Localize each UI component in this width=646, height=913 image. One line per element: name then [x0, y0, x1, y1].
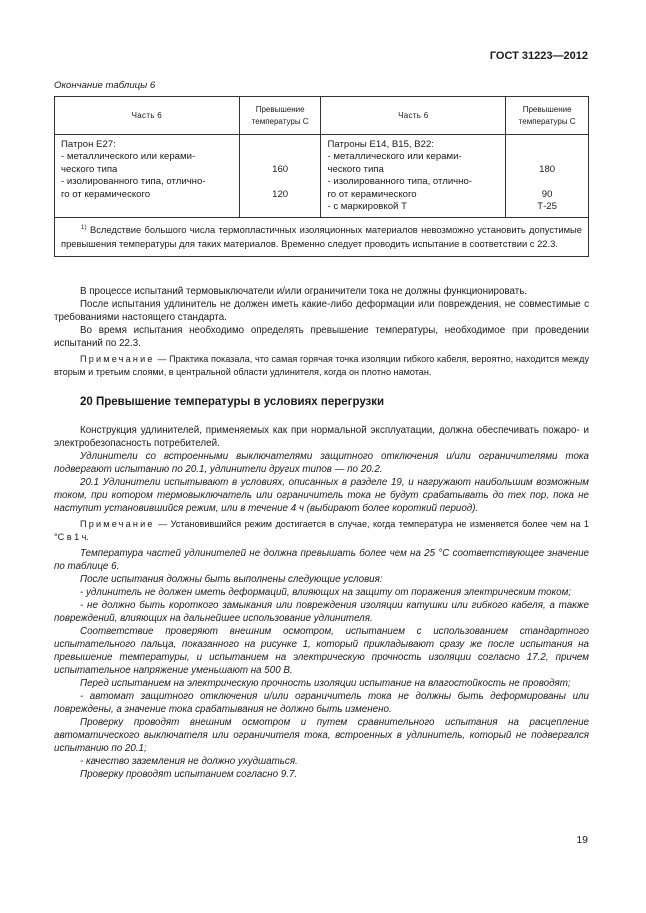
- paragraph: Проверку проводят внешним осмотром и путем сравнительного испытания на расцепление автоматического выключателя или ограничителя тока, встроенных в удлинитель, который не подвергался испытанию по 20.1;: [54, 717, 589, 754]
- right-line: Патроны Е14, В15, В22:: [327, 139, 434, 150]
- table-footnote-row: [55, 218, 589, 257]
- table-footnote: [55, 218, 589, 257]
- document-code: ГОСТ 31223—2012: [489, 50, 588, 62]
- paragraph: - качество заземления не должно ухудшаться.: [80, 756, 298, 767]
- right-value: [506, 151, 588, 163]
- paragraph: Во время испытания необходимо определять превышение температуры, необходимое при проведении испытаний по 22.3.: [54, 325, 589, 349]
- header-part-left: Часть 6: [55, 97, 240, 135]
- section-20-text: [54, 424, 589, 781]
- right-value: [506, 139, 588, 151]
- left-line: го от керамического: [61, 188, 151, 200]
- header-rise-right: [506, 97, 589, 135]
- left-line: - изолированного типа, отлично-: [61, 176, 206, 188]
- paragraph: - автомат защитного отключения и/или ограничитель тока не должны быть деформированы или повреждены, а значение тока срабатывания не должно быть изменено.: [54, 691, 589, 715]
- header-rise-left-line2: температуры С: [251, 116, 309, 126]
- paragraph: Перед испытанием на электрическую прочность изоляции испытание на влагостойкость не проводят;: [80, 678, 571, 689]
- right-line: го от керамического: [327, 188, 417, 200]
- left-line: ческого типа: [61, 163, 118, 175]
- paragraph: 20.1 Удлинители испытывают в условиях, описанных в разделе 19, и нагружают наибольшим возможным током, при котором термовыключатель или ограничитель тока не будут срабатывать до тех пор, пока не наступит установившийся режим, или в течение 4 ч (выбирают более короткий период).: [54, 477, 589, 514]
- section-heading: 20 Превышение температуры в условиях перегрузки: [80, 396, 385, 408]
- left-line: Патрон Е27:: [61, 139, 116, 150]
- left-value: 120: [272, 188, 289, 200]
- left-value: [240, 139, 321, 151]
- left-value-cell: [239, 135, 321, 218]
- header-rise-left: [239, 97, 321, 135]
- paragraph: Соответствие проверяют внешним осмотром, испытанием с использованием стандартного испытательного пальца, показанного на рисунке 1, который прикладывают сразу же после испытания на превышение температуры, и испытанием на электрическую прочность изоляции согласно 17.2, причем испытательное напряжение уменьшают на 500 В.: [54, 626, 589, 676]
- right-line: ческого типа: [327, 163, 384, 175]
- footnote-text: Вследствие большого числа термопластичных изоляционных материалов невозможно установить допустимые превышения температуры для таких материалов. Временно следует проводить испытание в соответствии с 22.3.: [61, 224, 582, 249]
- note-text: — Установившийся режим достигается в случае, когда температура не изменяется более чем на 1 °С в 1 ч.: [54, 519, 589, 542]
- header-rise-right-line1: Превышение: [522, 104, 572, 114]
- right-line: - с маркировкой Т: [327, 201, 407, 213]
- temperature-rise-table: [54, 96, 589, 257]
- paragraph: Температура частей удлинителей не должна превышать более чем на 25 °С соответствующее значение по таблице 6.: [54, 548, 589, 572]
- paragraph: Удлинители со встроенными выключателями защитного отключения и/или ограничителями тока подвергают испытанию по 20.1, удлинители других типов — по 20.2.: [54, 451, 589, 475]
- footnote-mark: 1): [80, 224, 87, 232]
- note-paragraph: [54, 518, 589, 544]
- right-value: 90: [541, 188, 553, 200]
- table-caption: Окончание таблицы 6: [54, 80, 156, 91]
- note-label: Примечание: [80, 519, 155, 529]
- right-line: - изолированного типа, отлично-: [327, 176, 472, 188]
- right-value: Т-25: [537, 201, 557, 213]
- right-line: - металлического или керами-: [327, 151, 462, 163]
- paragraph: - не должно быть короткого замыкания или повреждения изоляции катушки или гибкого кабеля, а также повреждений, влияющих на дальнейшее использование удлинителя.: [54, 600, 589, 624]
- left-value: [240, 151, 321, 163]
- left-part-cell: [55, 135, 240, 218]
- note-paragraph: [54, 353, 589, 379]
- left-value: 160: [272, 163, 289, 175]
- paragraph: Проверку проводят испытанием согласно 9.7.: [80, 769, 298, 780]
- header-rise-right-line2: температуры С: [518, 116, 576, 126]
- left-line: - металлического или керами-: [61, 151, 196, 163]
- note-label: Примечание: [80, 354, 155, 364]
- paragraph: Конструкция удлинителей, применяемых как при нормальной эксплуатации, должна обеспечивать пожаро- и электробезопасность потребителей.: [54, 425, 589, 449]
- header-rise-left-line1: Превышение: [255, 104, 305, 114]
- note-text: — Практика показала, что самая горячая точка изоляции гибкого кабеля, вероятно, находится между вторым и третьим слоями, в центральной области удлинителя, когда он плотно намотан.: [54, 354, 589, 377]
- header-part-right: Часть 6: [321, 97, 506, 135]
- left-value: [240, 176, 321, 188]
- right-value: 180: [539, 163, 556, 175]
- section-19-text: [54, 285, 589, 379]
- right-value: [506, 176, 588, 188]
- paragraph: - удлинитель не должен иметь деформаций, влияющих на защиту от поражения электрическим током;: [80, 587, 572, 598]
- table-row: [55, 135, 589, 218]
- table-header-row: [55, 97, 589, 135]
- right-part-cell: [321, 135, 506, 218]
- right-value-cell: [506, 135, 589, 218]
- page-number: 19: [576, 834, 588, 846]
- paragraph: После испытания удлинитель не должен иметь какие-либо деформации или повреждения, не совместимые с требованиями настоящего стандарта.: [54, 299, 589, 323]
- paragraph: После испытания должны быть выполнены следующие условия:: [80, 574, 383, 585]
- paragraph: В процессе испытаний термовыключатели и/или ограничители тока не должны функционировать.: [80, 286, 528, 297]
